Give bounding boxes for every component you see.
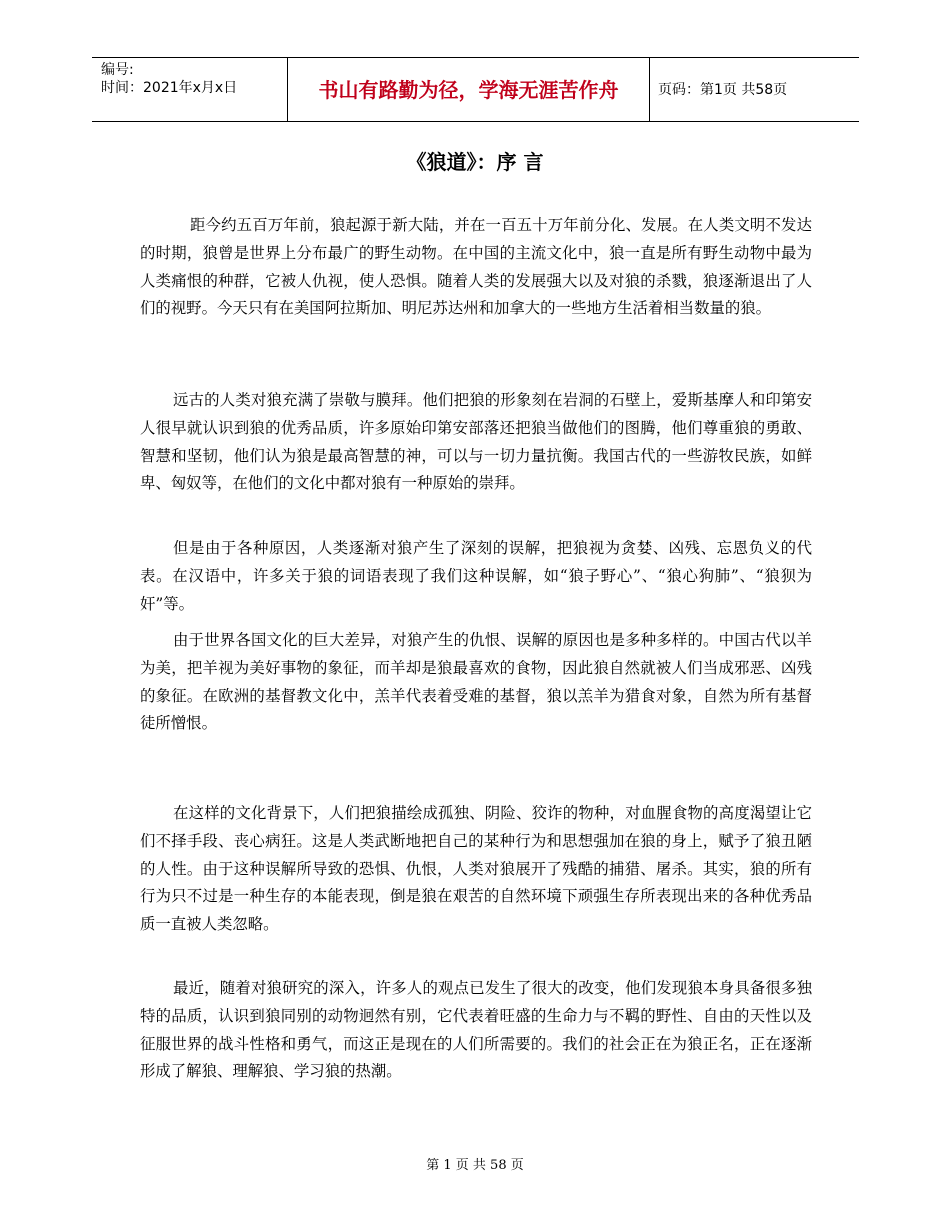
paragraph-4: 由于世界各国文化的巨大差异，对狼产生的仇恨、误解的原因也是多种多样的。中国古代以羊为美，把羊视为美好事物的象征，而羊却是狼最喜欢的食物，因此狼自然就被人们当成邪恶、凶残的象征。在欧洲的基督教文化中，羔羊代表着受难的基督，狼以羔羊为猎食对象，自然为所有基督徒所憎恨。 (140, 631, 812, 733)
document-time: 时间：2021年x月x日 (101, 80, 238, 96)
paragraph-5: 在这样的文化背景下，人们把狼描绘成孤独、阴险、狡诈的物种，对血腥食物的高度渴望让它们不择手段、丧心病狂。这是人类武断地把自己的某种行为和思想强加在狼的身上，赋予了狼丑陋的人性。由于这种误解所导致的恐惧、仇恨，人类对狼展开了残酷的捕猎、屠杀。其实，狼的所有行为只不过是一种生存的本能表现，倒是狼在艰苦的自然环境下顽强生存所表现出来的各种优秀品质一直被人类忽略。 (140, 804, 812, 934)
header-bottom-rule (92, 121, 859, 122)
paragraph-1: 距今约五百万年前，狼起源于新大陆，并在一百五十万年前分化、发展。在人类文明不发达的时期，狼曾是世界上分布最广的野生动物。在中国的主流文化中，狼一直是所有野生动物中最为人类痛恨的种群，它被人仇视，使人恐惧。随着人类的发展强大以及对狼的杀戮，狼逐渐退出了人们的视野。今天只有在美国阿拉斯加、明尼苏达州和加拿大的一些地方生活着相当数量的狼。 (140, 216, 812, 318)
page-footer: 第 1 页 共 58 页 (426, 1158, 524, 1173)
paragraph-2: 远古的人类对狼充满了崇敬与膜拜。他们把狼的形象刻在岩洞的石壁上，爱斯基摩人和印第安人很早就认识到狼的优秀品质，许多原始印第安部落还把狼当做他们的图腾，他们尊重狼的勇敢、智慧和坚韧，他们认为狼是最高智慧的神，可以与一切力量抗衡。我国古代的一些游牧民族，如鲜卑、匈奴等，在他们的文化中都对狼有一种原始的崇拜。 (140, 391, 812, 493)
header-page-info: 页码：第1页 共58页 (658, 82, 788, 98)
paragraph-6: 最近，随着对狼研究的深入，许多人的观点已发生了很大的改变，他们发现狼本身具备很多独特的品质，认识到狼同别的动物迥然有别，它代表着旺盛的生命力与不羁的野性、自由的天性以及征服世界的战斗性格和勇气，而这正是现在的人们所需要的。我们的社会正在为狼正名，正在逐渐形成了解狼、理解狼、学习狼的热潮。 (140, 979, 812, 1081)
header-top-rule (92, 57, 859, 58)
header-motto: 书山有路勤为径，学海无涯苦作舟 (318, 78, 619, 102)
header-divider-right (649, 57, 650, 122)
document-number-label: 编号: (101, 62, 134, 78)
paragraph-3: 但是由于各种原因，人类逐渐对狼产生了深刻的误解，把狼视为贪婪、凶残、忘恩负义的代表。在汉语中，许多关于狼的词语表现了我们这种误解，如“狼子野心”、“狼心狗肺”、“狼狈为奸”等。 (140, 539, 812, 613)
document-title: 《狼道》：序 言 (406, 150, 544, 174)
